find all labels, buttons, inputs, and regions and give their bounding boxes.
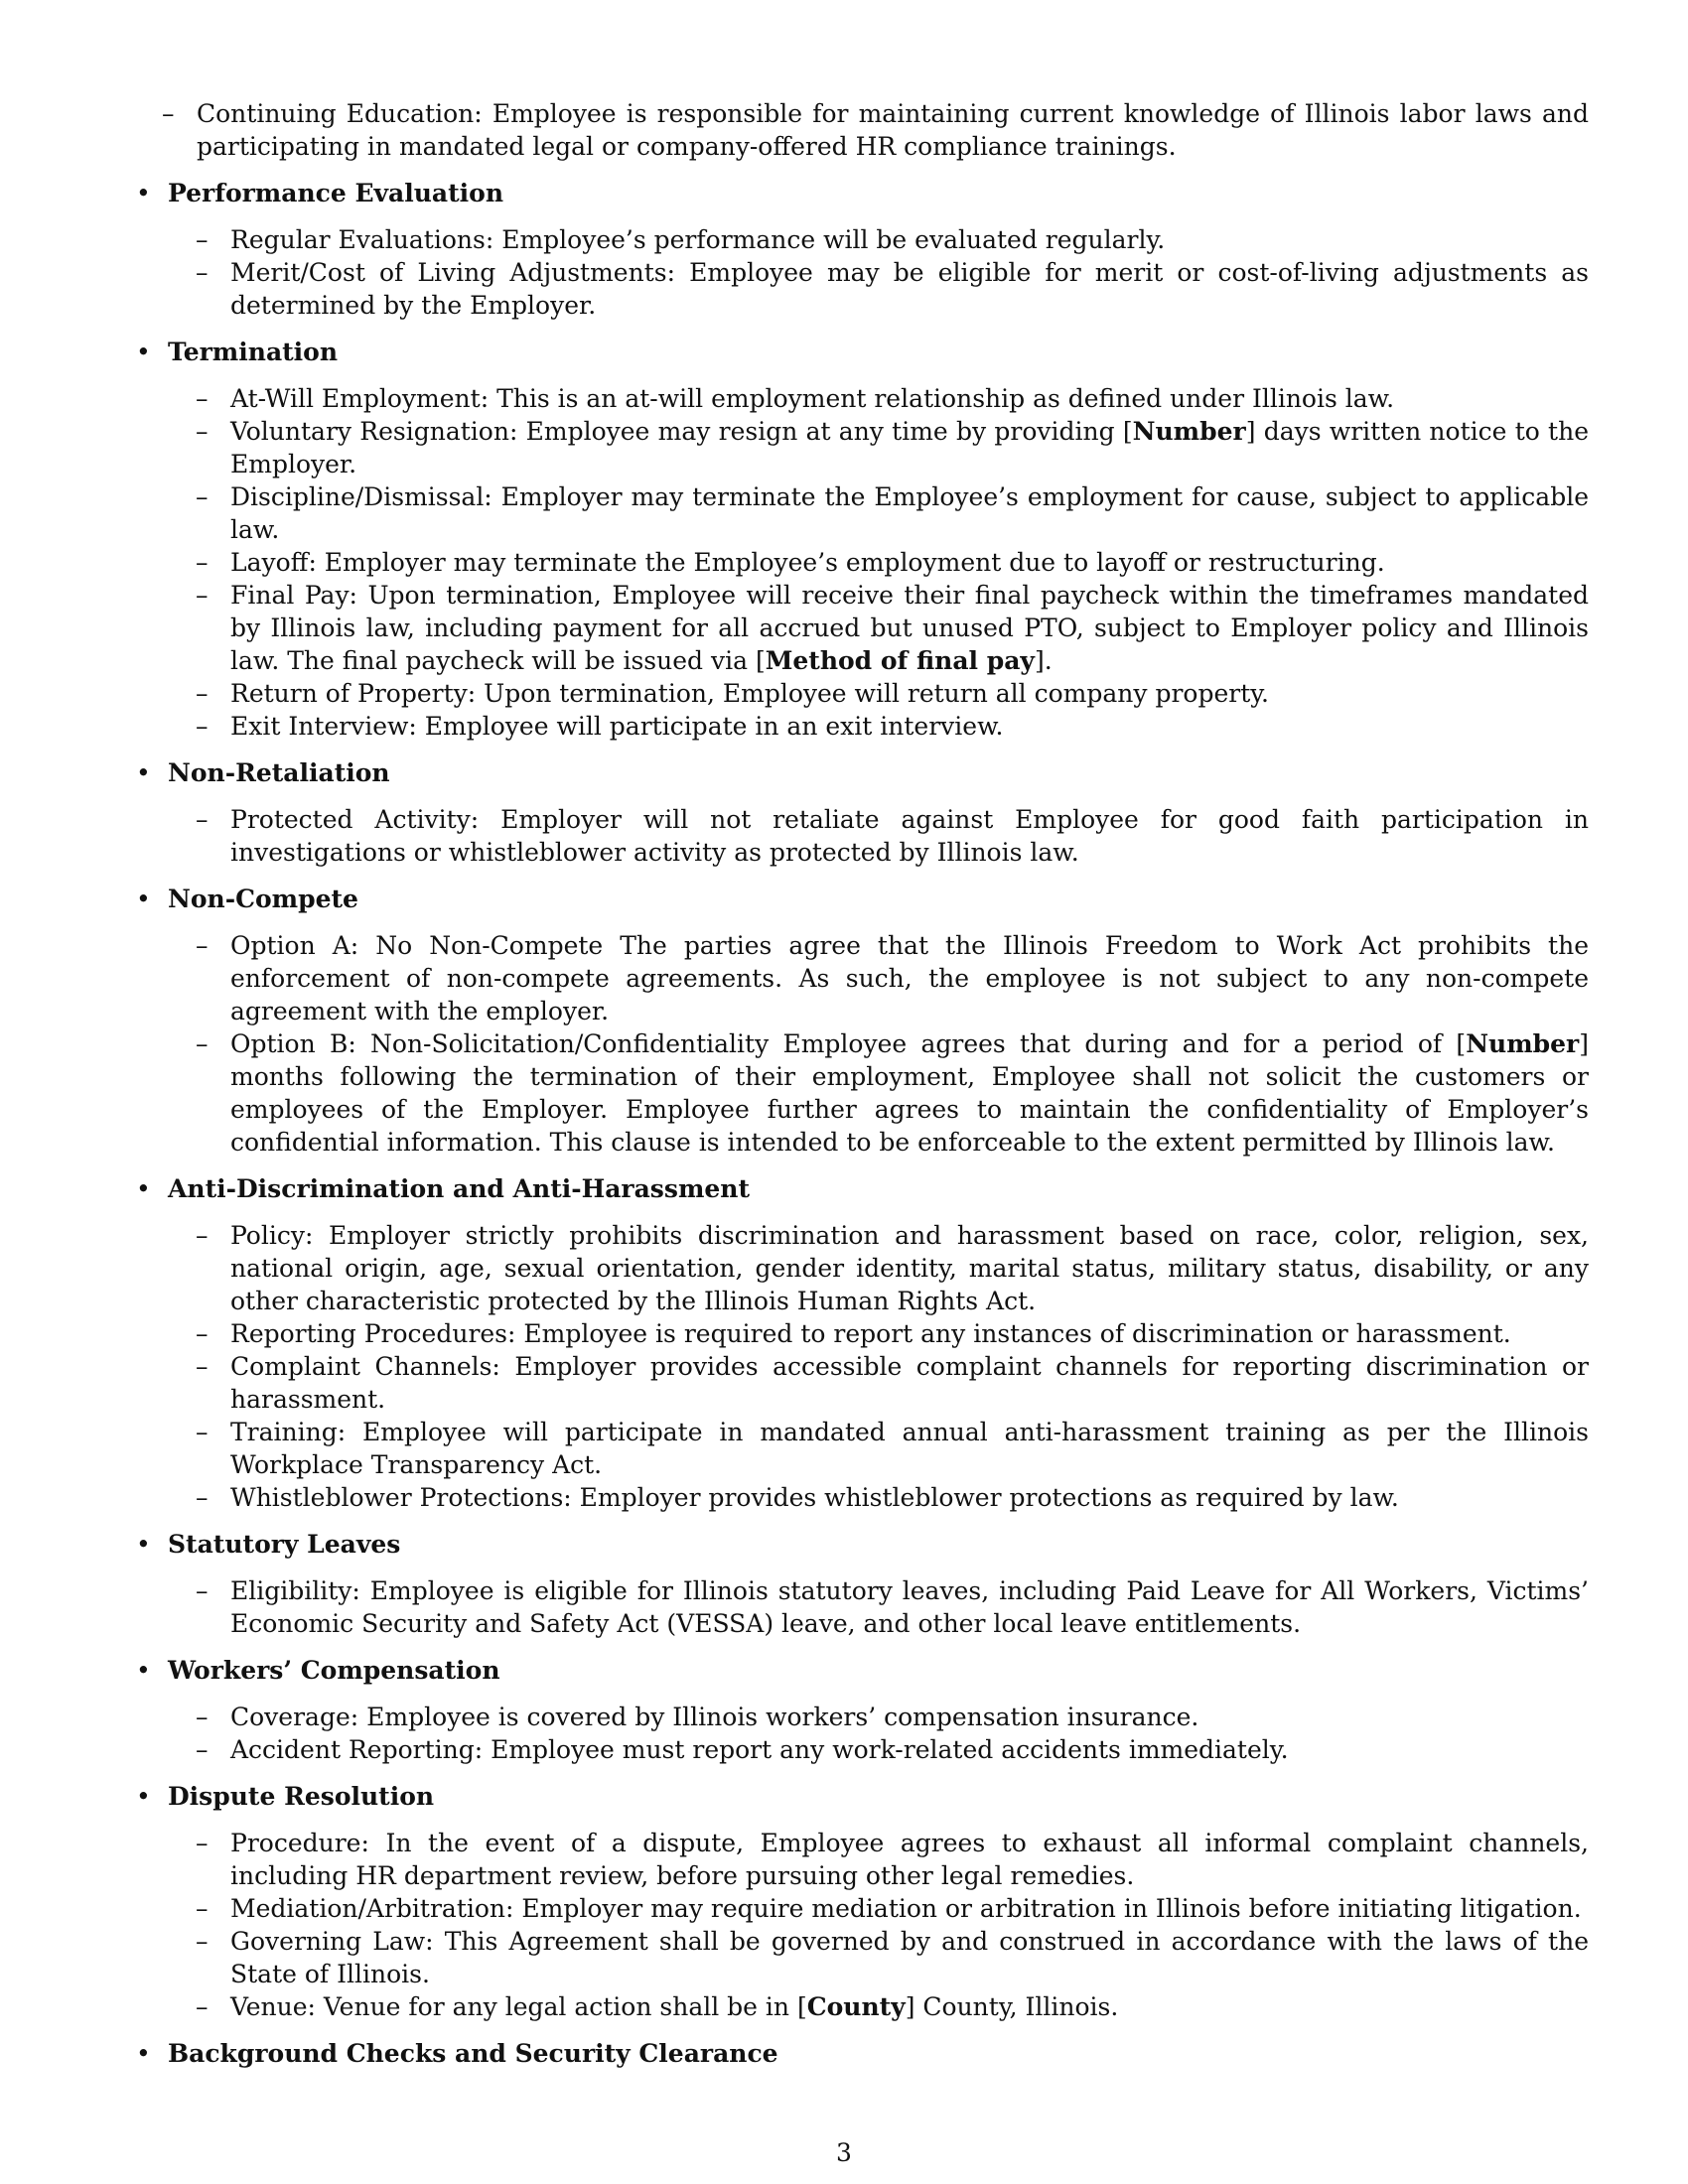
section: [134, 756, 1589, 869]
dash-bullet-icon: –: [196, 225, 209, 254]
dash-bullet-icon: –: [196, 931, 209, 960]
dash-bullet-icon: –: [196, 384, 209, 413]
dash-bullet-icon: –: [196, 482, 209, 511]
dash-bullet-icon: –: [196, 417, 209, 446]
item-text: Complaint Channels: Employer provides accessible complaint channels for reporting discrimination or harassment.: [230, 1352, 1589, 1414]
spacer: [134, 163, 1589, 177]
item-text: ].: [1034, 646, 1053, 675]
list-item: [168, 1027, 1589, 1159]
list-item: [168, 1350, 1589, 1416]
dash-bullet-icon: –: [196, 1352, 209, 1381]
item-text: Continuing Education: Employee is responsible for maintaining current knowledge of Illinois labor laws and participating in mandated legal or company-offered HR compliance trainings.: [197, 99, 1589, 161]
list-item: [168, 677, 1589, 710]
bullet-icon: •: [136, 1782, 151, 1811]
bullet-icon: •: [136, 1656, 151, 1685]
bullet-icon: •: [136, 179, 151, 207]
dash-bullet-icon: –: [196, 1894, 209, 1923]
list-item: [168, 929, 1589, 1027]
placeholder-field: Number: [1132, 417, 1246, 446]
dash-bullet-icon: –: [196, 1703, 209, 1731]
list-item: [168, 1481, 1589, 1514]
dash-bullet-icon: –: [196, 1029, 209, 1058]
placeholder-field: Method of final pay: [765, 646, 1035, 675]
dash-bullet-icon: –: [196, 679, 209, 708]
dash-bullet-icon: –: [196, 1483, 209, 1512]
item-text: Governing Law: This Agreement shall be governed by and construed in accordance with the laws of the State of Illinois.: [230, 1927, 1589, 1988]
list-item: [168, 415, 1589, 480]
section: [134, 1172, 1589, 1514]
section-title: Termination: [168, 338, 339, 366]
item-text: Layoff: Employer may terminate the Employee’s employment due to layoff or restructuring.: [230, 548, 1385, 577]
placeholder-field: Number: [1466, 1029, 1580, 1058]
item-text: Policy: Employer strictly prohibits discrimination and harassment based on race, color, religion, sex, national origin, age, sexual orientation, gender identity, marital status, military status, disability, or any other characteristic protected by the Illinois Human Rights Act.: [230, 1221, 1589, 1315]
list-item: [134, 97, 1589, 163]
list-item: [168, 1701, 1589, 1733]
list-item: [168, 546, 1589, 579]
section-title: Non-Retaliation: [168, 758, 390, 787]
item-text: ] days written notice to the Employer.: [230, 417, 1589, 478]
section: [134, 1528, 1589, 1640]
item-text: Coverage: Employee is covered by Illinois workers’ compensation insurance.: [230, 1703, 1199, 1731]
sub-list: [168, 382, 1589, 743]
section: [134, 2037, 1589, 2070]
bullet-icon: •: [136, 1174, 151, 1203]
item-text: Discipline/Dismissal: Employer may terminate the Employee’s employment for cause, subject to applicable law.: [230, 482, 1589, 544]
item-text: Reporting Procedures: Employee is required to report any instances of discrimination or harassment.: [230, 1319, 1511, 1348]
section-title: Performance Evaluation: [168, 179, 504, 207]
item-text: Accident Reporting: Employee must report any work-related accidents immediately.: [230, 1735, 1289, 1764]
section-title: Non-Compete: [168, 885, 358, 913]
list-item: [168, 1733, 1589, 1766]
dash-bullet-icon: –: [196, 1992, 209, 2021]
item-text: Option B: Non-Solicitation/Confidentiality Employee agrees that during and for a period of [: [230, 1029, 1467, 1058]
bullet-icon: •: [136, 1530, 151, 1559]
list-item: [168, 1892, 1589, 1925]
item-text: Whistleblower Protections: Employer provides whistleblower protections as required by law.: [230, 1483, 1399, 1512]
item-text: ] months following the termination of their employment, Employee shall not solicit the customers or employees of the Employer. Employee further agrees to maintain the confidentiality of Employer’s confidential information. This clause is intended to be enforceable to the extent permitted by Illinois law.: [230, 1029, 1589, 1157]
item-text: At-Will Employment: This is an at-will employment relationship as defined under Illinois law.: [230, 384, 1395, 413]
list-item: [168, 1219, 1589, 1317]
dash-bullet-icon: –: [196, 548, 209, 577]
list-item: [168, 1416, 1589, 1481]
dash-bullet-icon: –: [196, 258, 209, 287]
page-number: 3: [836, 2138, 852, 2167]
item-text: Venue: Venue for any legal action shall be in [: [230, 1992, 807, 2021]
item-text: ] County, Illinois.: [905, 1992, 1119, 2021]
item-text: Option A: No Non-Compete The parties agree that the Illinois Freedom to Work Act prohibits the enforcement of non-compete agreements. As such, the employee is not subject to any non-compete agreement with the employer.: [230, 931, 1589, 1025]
bullet-icon: •: [136, 758, 151, 787]
sub-list: [168, 1219, 1589, 1514]
list-item: [168, 1574, 1589, 1640]
list-item: [168, 1317, 1589, 1350]
section: [134, 1780, 1589, 2023]
section: [134, 336, 1589, 743]
dash-bullet-icon: –: [196, 1221, 209, 1250]
item-text: Exit Interview: Employee will participate in an exit interview.: [230, 712, 1004, 741]
sub-list: [168, 1701, 1589, 1766]
bullet-icon: •: [136, 2039, 151, 2068]
document-page: [134, 97, 1589, 2084]
item-text: Merit/Cost of Living Adjustments: Employee may be eligible for merit or cost-of-living adjustments as determined by the Employer.: [230, 258, 1589, 320]
placeholder-field: County: [806, 1992, 906, 2021]
section-title: Workers’ Compensation: [168, 1656, 500, 1685]
item-text: Final Pay: Upon termination, Employee will receive their final paycheck within the timeframes mandated by Illinois law, including payment for all accrued but unused PTO, subject to Employer policy and Illinois law. The final paycheck will be issued via [: [230, 581, 1589, 675]
item-text: Mediation/Arbitration: Employer may require mediation or arbitration in Illinois before initiating litigation.: [230, 1894, 1582, 1923]
item-text: Voluntary Resignation: Employee may resign at any time by providing [: [230, 417, 1133, 446]
dash-bullet-icon: –: [196, 1735, 209, 1764]
list-item: [168, 480, 1589, 546]
item-text: Regular Evaluations: Employee’s performance will be evaluated regularly.: [230, 225, 1166, 254]
dash-bullet-icon: –: [196, 1319, 209, 1348]
sub-list: [168, 1827, 1589, 2023]
item-text: Eligibility: Employee is eligible for Illinois statutory leaves, including Paid Leave for All Workers, Victims’ Economic Security and Safety Act (VESSA) leave, and other local leave entitlements.: [230, 1576, 1589, 1638]
dash-bullet-icon: –: [162, 99, 175, 128]
bullet-icon: •: [136, 338, 151, 366]
list-item: [168, 1925, 1589, 1990]
continued-list: [134, 97, 1589, 163]
item-text: Training: Employee will participate in mandated annual anti-harassment training as per the Illinois Workplace Transparency Act.: [230, 1418, 1589, 1479]
dash-bullet-icon: –: [196, 1576, 209, 1605]
list-item: [168, 1990, 1589, 2023]
dash-bullet-icon: –: [196, 1927, 209, 1956]
list-item: [168, 579, 1589, 677]
section-title: Anti-Discrimination and Anti-Harassment: [168, 1174, 751, 1203]
sub-list: [168, 929, 1589, 1159]
list-item: [168, 382, 1589, 415]
section-list: [134, 177, 1589, 2070]
dash-bullet-icon: –: [196, 581, 209, 610]
list-item: [168, 803, 1589, 869]
section-title: Statutory Leaves: [168, 1530, 401, 1559]
section: [134, 177, 1589, 322]
list-item: [168, 223, 1589, 256]
dash-bullet-icon: –: [196, 1829, 209, 1857]
section-title: Dispute Resolution: [168, 1782, 435, 1811]
list-item: [168, 710, 1589, 743]
item-text: Return of Property: Upon termination, Employee will return all company property.: [230, 679, 1270, 708]
list-item: [168, 256, 1589, 322]
bullet-icon: •: [136, 885, 151, 913]
section: [134, 1654, 1589, 1766]
item-text: Protected Activity: Employer will not retaliate against Employee for good faith participation in investigations or whistleblower activity as protected by Illinois law.: [230, 805, 1589, 867]
section-title: Background Checks and Security Clearance: [168, 2039, 778, 2068]
dash-bullet-icon: –: [196, 1418, 209, 1446]
sub-list: [168, 1574, 1589, 1640]
item-text: Procedure: In the event of a dispute, Employee agrees to exhaust all informal complaint channels, including HR department review, before pursuing other legal remedies.: [230, 1829, 1589, 1890]
list-item: [168, 1827, 1589, 1892]
dash-bullet-icon: –: [196, 712, 209, 741]
dash-bullet-icon: –: [196, 805, 209, 834]
sub-list: [168, 223, 1589, 322]
sub-list: [168, 803, 1589, 869]
section: [134, 883, 1589, 1159]
